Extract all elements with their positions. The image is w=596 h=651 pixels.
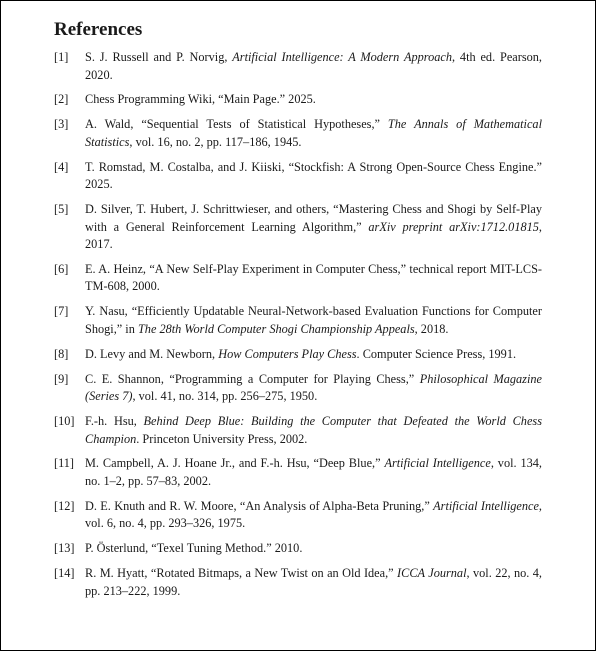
reference-item [54,540,542,558]
reference-item [54,498,542,533]
reference-text-run: Chess Programming Wiki, “Main Page.” 2025. [85,92,316,107]
reference-text-run: D. E. Knuth and R. W. Moore, “An Analysis of Alpha-Beta Pruning,” [85,498,434,513]
reference-text-run: T. Romstad, M. Costalba, and J. Kiiski, “Stockfish: A Strong Open-Source Chess Engine.” 2025. [85,159,542,192]
reference-text-run: , vol. 16, no. 2, pp. 117–186, 1945. [129,134,302,149]
reference-item [54,455,542,490]
reference-item [54,159,542,194]
reference-item [54,91,542,109]
reference-text-run: F.-h. Hsu, [85,414,144,429]
reference-title-italic: ICCA Journal [397,566,467,581]
reference-item [54,201,542,254]
reference-item [54,261,542,296]
reference-title-italic: Artificial Intelligence [433,498,539,513]
reference-item [54,49,542,84]
reference-text [85,303,542,338]
reference-text [85,346,542,364]
reference-title-italic: Philosophical Magazine (Series 7) [85,371,542,404]
reference-text [85,261,542,296]
reference-item [54,413,542,448]
reference-text [85,455,542,490]
reference-text-run: S. J. Russell and P. Norvig, [85,50,233,64]
reference-title-italic: arXiv preprint arXiv:1712.01815 [368,219,539,234]
reference-text [85,159,542,194]
reference-title-italic: Behind Deep Blue: Building the Computer that Defeated the World Chess Champion [85,414,542,446]
reference-title-italic: How Computers Play Chess [218,346,357,361]
reference-text [85,116,542,151]
reference-text [85,413,542,448]
reference-text-run: , 2018. [414,321,449,336]
reference-text-run: C. E. Shannon, “Programming a Computer for Playing Chess,” [85,371,420,386]
reference-item [54,565,542,600]
reference-item [54,116,542,151]
reference-number: [4] [54,159,69,174]
reference-text [85,565,542,600]
reference-number: [7] [54,304,69,319]
reference-item [54,303,542,338]
reference-number: [3] [54,117,69,132]
reference-text-run: , vol. 134, no. 1–2, pp. 57–83, 2002. [85,456,543,488]
reference-number: [5] [54,202,69,217]
reference-number: [11] [54,456,75,471]
reference-number: [10] [54,414,75,429]
reference-number: [12] [54,498,75,513]
reference-text-run: R. M. Hyatt, “Rotated Bitmaps, a New Twist on an Old Idea,” [85,566,398,581]
reference-text-run: . Princeton University Press, 2002. [136,431,308,446]
reference-text-run: , vol. 22, no. 4, pp. 213–222, 1999. [85,566,542,598]
reference-text [85,201,542,254]
reference-list [54,49,542,607]
reference-text-run: A. Wald, “Sequential Tests of Statistical Hypotheses,” [85,117,388,132]
reference-number: [2] [54,92,69,107]
reference-text-run: P. Österlund, “Texel Tuning Method.” 2010. [85,541,303,556]
reference-number: [9] [54,371,69,386]
reference-text-run: D. Levy and M. Newborn, [85,346,219,361]
reference-title-italic: The 28th World Computer Shogi Championship Appeals [137,321,415,336]
reference-title-italic: Artificial Intelligence: A Modern Approach [232,50,452,64]
reference-number: [8] [54,346,69,361]
reference-text [85,498,542,533]
reference-text-run: . Computer Science Press, 1991. [356,346,517,361]
reference-text [85,49,542,84]
references-heading: References [54,19,143,40]
reference-text [85,371,542,406]
reference-title-italic: Artificial Intelligence [384,456,491,471]
reference-text-run: , vol. 6, no. 4, pp. 293–326, 1975. [85,498,542,531]
reference-text-run: M. Campbell, A. J. Hoane Jr., and F.-h. Hsu, “Deep Blue,” [85,456,385,471]
reference-text [85,540,542,558]
reference-text-run: D. Silver, T. Hubert, J. Schrittwieser, and others, “Mastering Chess and Shogi by Self-Play with a General Reinforcement Learning Algorithm,” [85,202,542,234]
reference-text-run: Y. Nasu, “Efficiently Updatable Neural-Network-based Evaluation Functions for Computer Shogi,” in [85,304,542,336]
reference-text-run: E. A. Heinz, “A New Self-Play Experiment in Computer Chess,” technical report MIT-LCS-TM-608, 2000. [85,261,542,294]
reference-text-run: , 4th ed. Pearson, 2020. [85,50,543,82]
reference-number: [1] [54,50,69,64]
reference-number: [6] [54,261,69,276]
reference-item [54,346,542,364]
reference-number: [14] [54,566,75,581]
reference-text-run: , vol. 41, no. 314, pp. 256–275, 1950. [132,389,318,404]
reference-text-run: , 2017. [85,219,542,252]
reference-text [85,91,542,109]
reference-number: [13] [54,541,75,556]
reference-item [54,371,542,406]
reference-title-italic: The Annals of Mathematical Statistics [85,117,542,149]
